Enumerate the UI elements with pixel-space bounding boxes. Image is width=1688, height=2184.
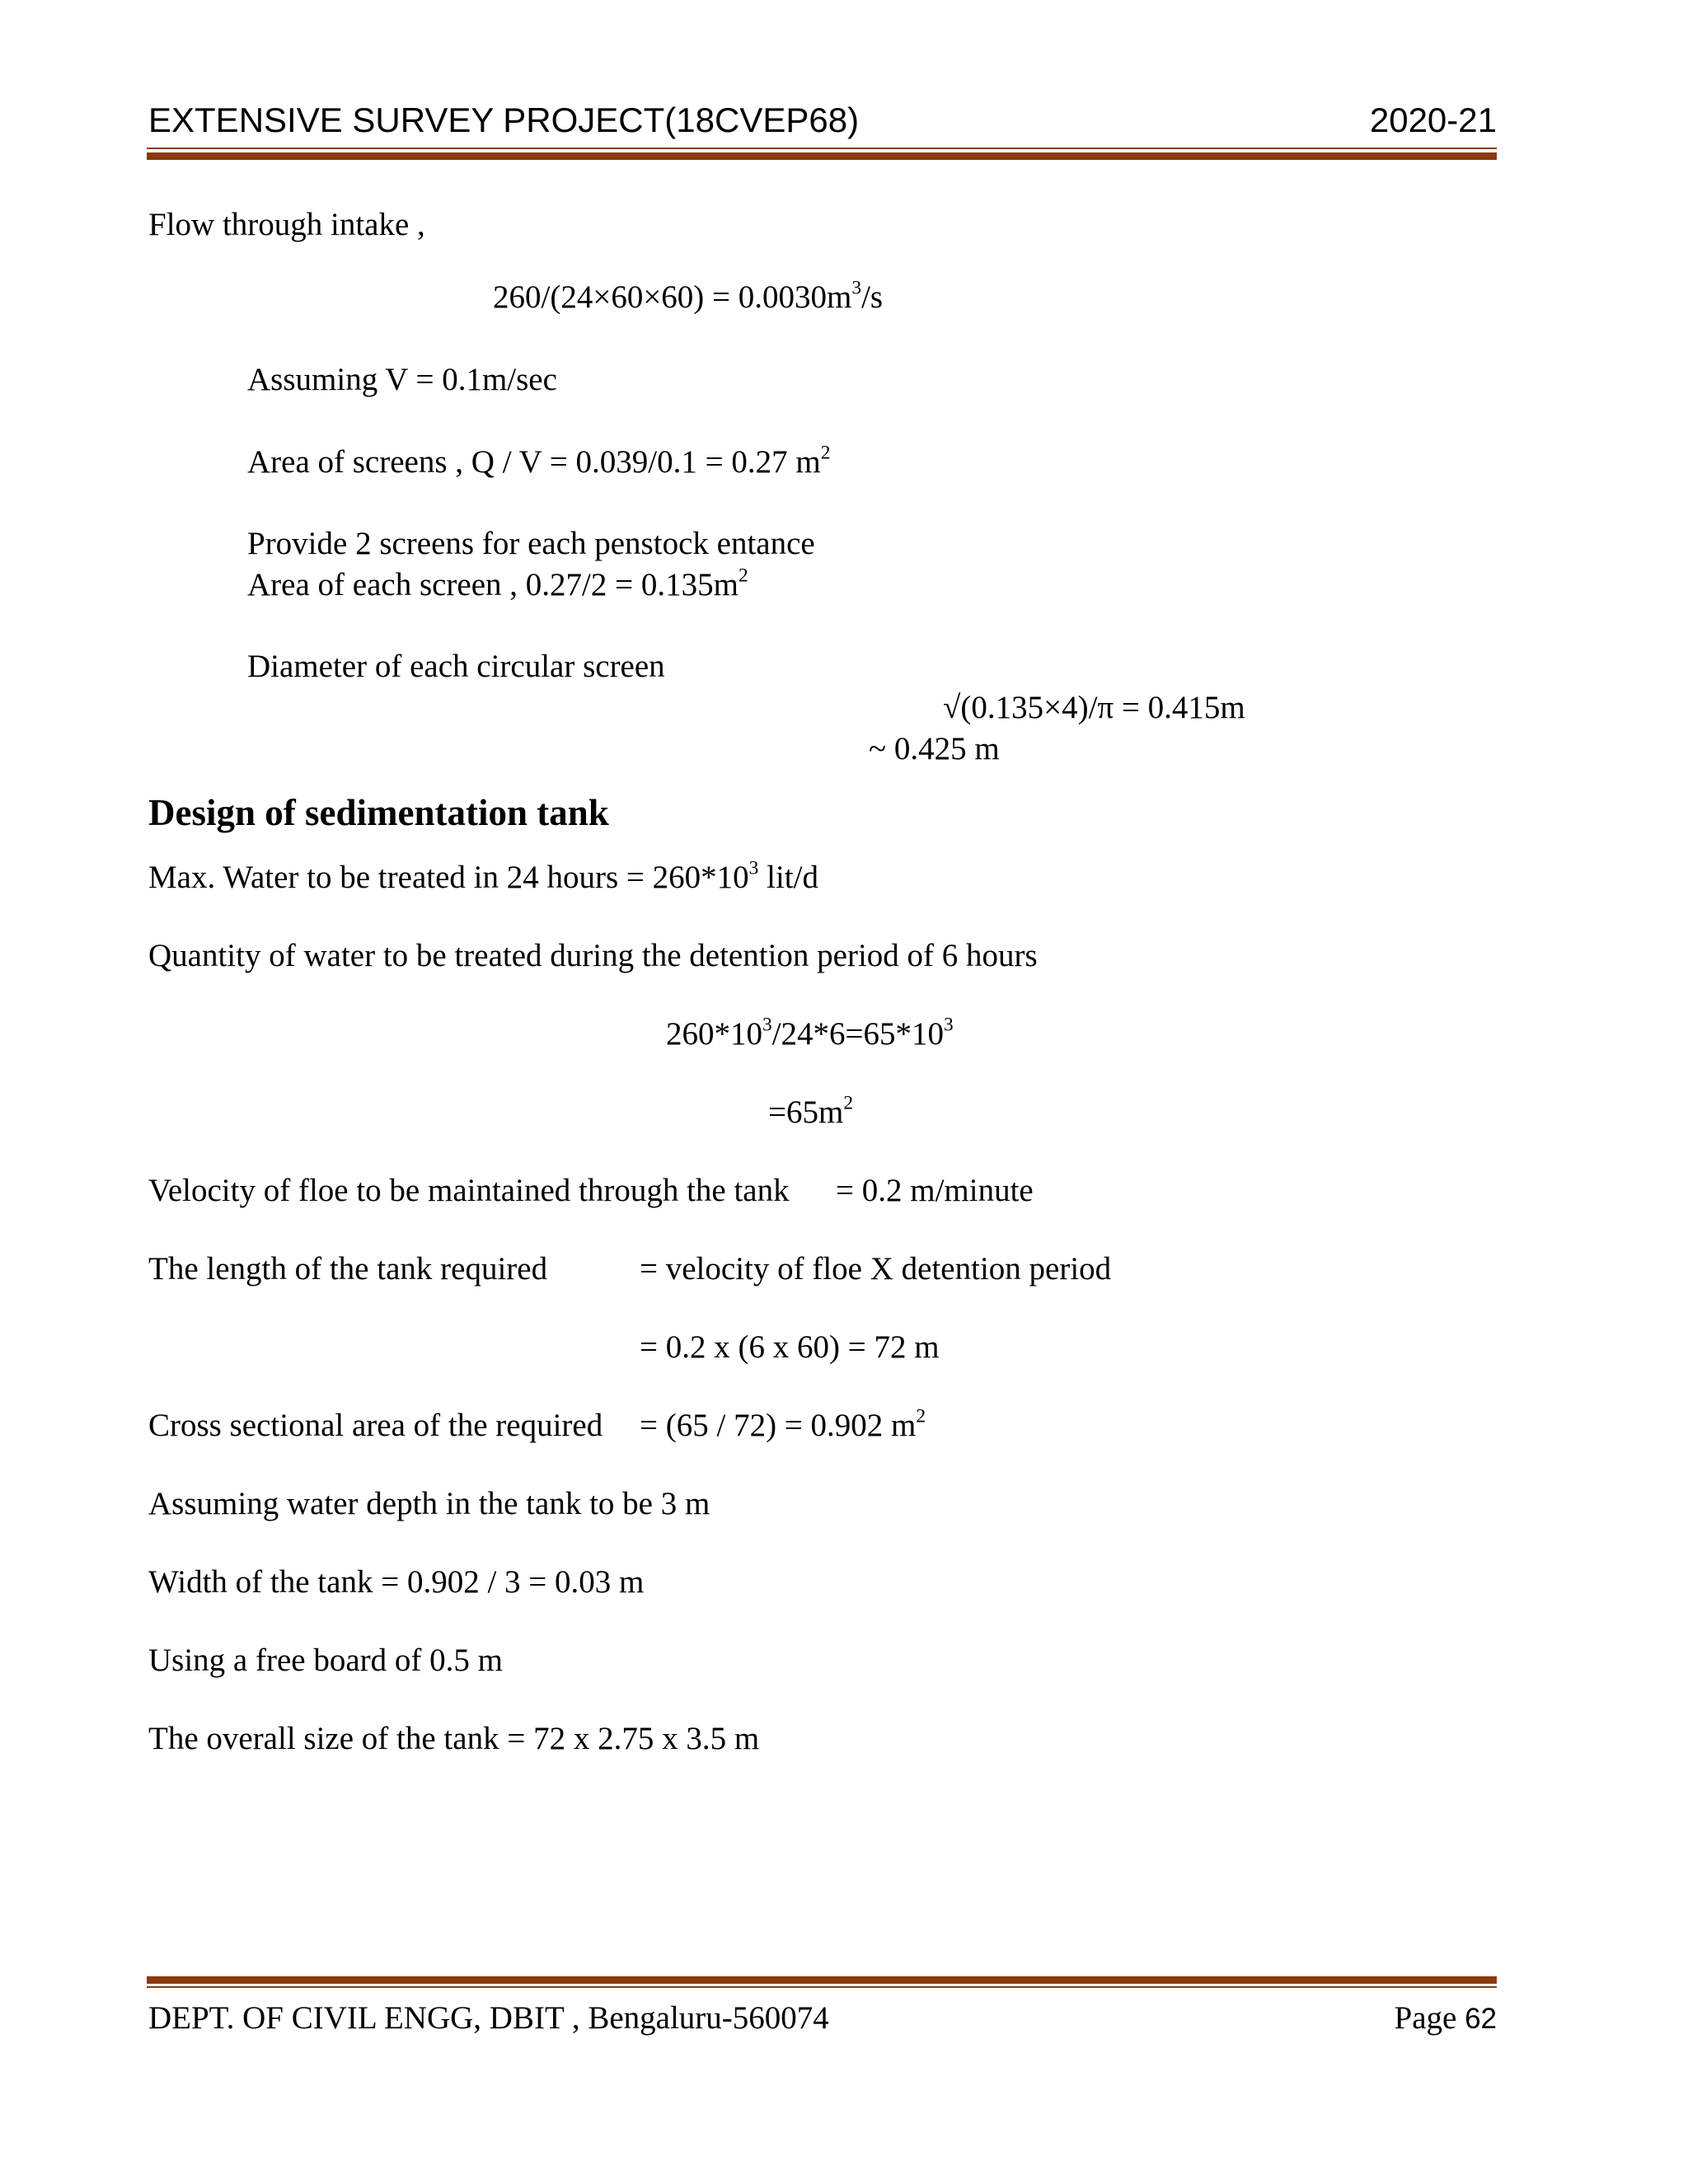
section-heading: Design of sedimentation tank <box>148 792 609 833</box>
quantity-text: Quantity of water to be treated during the detention period of 6 hours <box>148 938 1038 973</box>
assume-velocity: Assuming V = 0.1m/sec <box>247 362 557 397</box>
header-rule-thick <box>147 152 1497 160</box>
footer-rule-thin <box>147 1986 1497 1988</box>
page-number: 62 <box>1465 2003 1497 2035</box>
flow-equation: $260/(24\times 60\times 60) = 0.0030m^3/s$ <box>493 277 884 315</box>
max-water: Max. Water to be treated in 24 hours = $260*10^3$ lit/d <box>148 857 818 895</box>
velocity-label: Velocity of floe to be maintained through the tank <box>148 1173 790 1208</box>
footer-page <box>1395 1999 1498 2038</box>
area-of-screens: Area of screens , Q / V = 0.039/0.1 = 0.27 $m^2$ <box>247 442 831 480</box>
cross-section-value: = (65 / 72) = 0.902 $m^2$ <box>640 1405 926 1443</box>
footer-dept: DEPT. OF CIVIL ENGG, DBIT , Bengaluru-560074 <box>148 2000 829 2036</box>
header-rule-thin <box>147 148 1497 149</box>
page-label: Page <box>1394 2000 1457 2036</box>
flow-label: Flow through intake , <box>148 207 425 242</box>
overall-size: The overall size of the tank = 72 x 2.75 x 3.5 m <box>148 1721 760 1756</box>
length-calc: = 0.2 x (6 x 60) = 72 m <box>640 1329 940 1365</box>
provide-screens: Provide 2 screens for each penstock entance <box>247 526 815 561</box>
header-title: EXTENSIVE SURVEY PROJECT(18CVEP68) <box>148 101 860 139</box>
velocity-value: = 0.2 m/minute <box>836 1173 1034 1208</box>
header-year: 2020-21 <box>1369 101 1497 139</box>
length-value: = velocity of floe X detention period <box>640 1251 1112 1286</box>
diameter-approx: ~ 0.425 m <box>869 731 1000 766</box>
diameter-label: Diameter of each circular screen <box>247 649 665 684</box>
area-each-screen: Area of each screen , $0.27/2 = 0.135m^2$ <box>247 565 748 602</box>
quantity-result: $=65m^2$ <box>768 1092 854 1130</box>
length-label: The length of the tank required <box>148 1251 548 1286</box>
water-depth: Assuming water depth in the tank to be 3 m <box>148 1486 710 1521</box>
diameter-equation: √(0.135×4)/π = 0.415m <box>943 690 1245 725</box>
quantity-equation: $260*10^3/24*6=65*10^3$ <box>666 1014 954 1052</box>
tank-width: Width of the tank = 0.902 / 3 = 0.03 m <box>148 1564 645 1600</box>
footer-rule-thick <box>147 1976 1497 1984</box>
cross-section-label: Cross sectional area of the required <box>148 1408 603 1443</box>
free-board: Using a free board of 0.5 m <box>148 1643 503 1678</box>
